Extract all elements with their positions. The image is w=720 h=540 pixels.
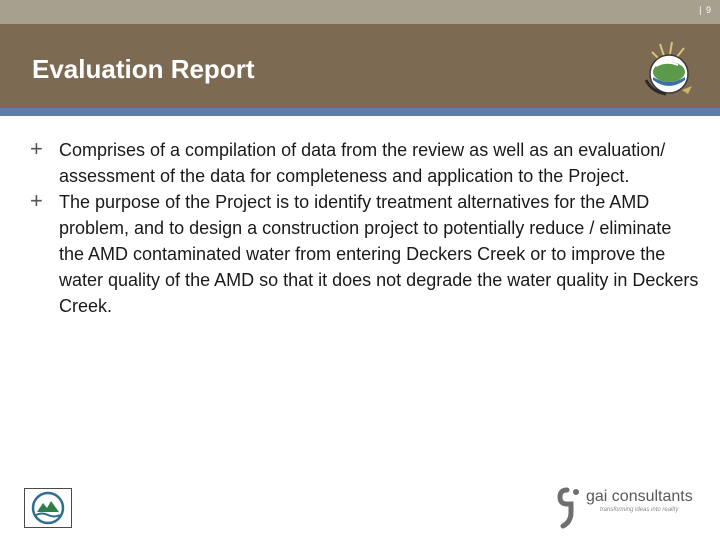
page-number: | 9 <box>699 5 712 15</box>
plus-bullet-icon: + <box>30 136 43 161</box>
top-bar <box>0 0 720 24</box>
agency-seal-logo <box>24 488 72 528</box>
bullet-text: The purpose of the Project is to identify treatment alternatives for the AMD problem, and to design a construction project to potentially reduce / eliminate the AMD contaminated water from entering Deckers Creek or to improve the water quality of the AMD so that it does not degrade the water quality in Deckers Creek. <box>59 192 699 316</box>
bullet-text: Comprises of a compilation of data from the review as well as an evaluation/ assessment of the data for completeness and application to the Project. <box>59 140 666 186</box>
company-name: gai consultants <box>586 488 693 505</box>
gai-consultants-logo <box>556 484 708 530</box>
slide-title: Evaluation Report <box>32 54 255 84</box>
bullet-list <box>30 137 700 319</box>
plus-bullet-icon: + <box>30 188 43 213</box>
title-divider <box>0 108 720 116</box>
gai-mark-icon <box>556 486 582 530</box>
title-bar <box>0 24 720 108</box>
bullet-item <box>30 137 700 189</box>
company-tagline: transforming ideas into reality <box>600 507 679 513</box>
watershed-globe-logo <box>638 40 700 98</box>
bullet-item <box>30 189 700 319</box>
